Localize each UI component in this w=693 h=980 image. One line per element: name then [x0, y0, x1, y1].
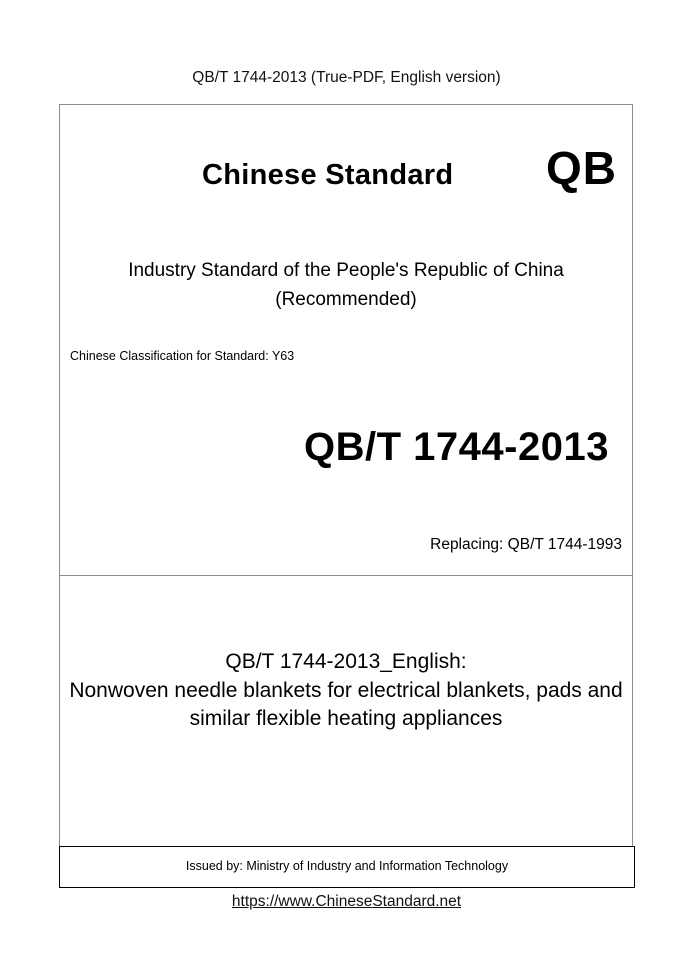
industry-standard-line: Industry Standard of the People's Republic of China [128, 260, 564, 281]
english-title-line-2: similar flexible heating appliances [189, 707, 503, 730]
section-divider [60, 575, 632, 576]
replacing-text: Replacing: QB/T 1744-1993 [430, 536, 622, 553]
cover-top-section [60, 105, 632, 575]
standard-code-mark: QB [546, 142, 617, 194]
footer [0, 893, 693, 911]
classification-text: Chinese Classification for Standard: Y63 [70, 349, 295, 363]
issuer-box: Issued by: Ministry of Industry and Information Technology [59, 846, 635, 888]
recommended-label: (Recommended) [275, 289, 417, 310]
standard-number: QB/T 1744-2013 [304, 425, 609, 469]
english-title-line-1: Nonwoven needle blankets for electrical blankets, pads and [69, 679, 623, 702]
document-header: QB/T 1744-2013 (True-PDF, English version) [192, 69, 501, 86]
english-title-code: QB/T 1744-2013_English: [225, 650, 467, 673]
standard-type-title: Chinese Standard [202, 159, 454, 191]
website-link[interactable]: https://www.ChineseStandard.net [231, 893, 462, 910]
cover-frame [59, 104, 633, 885]
